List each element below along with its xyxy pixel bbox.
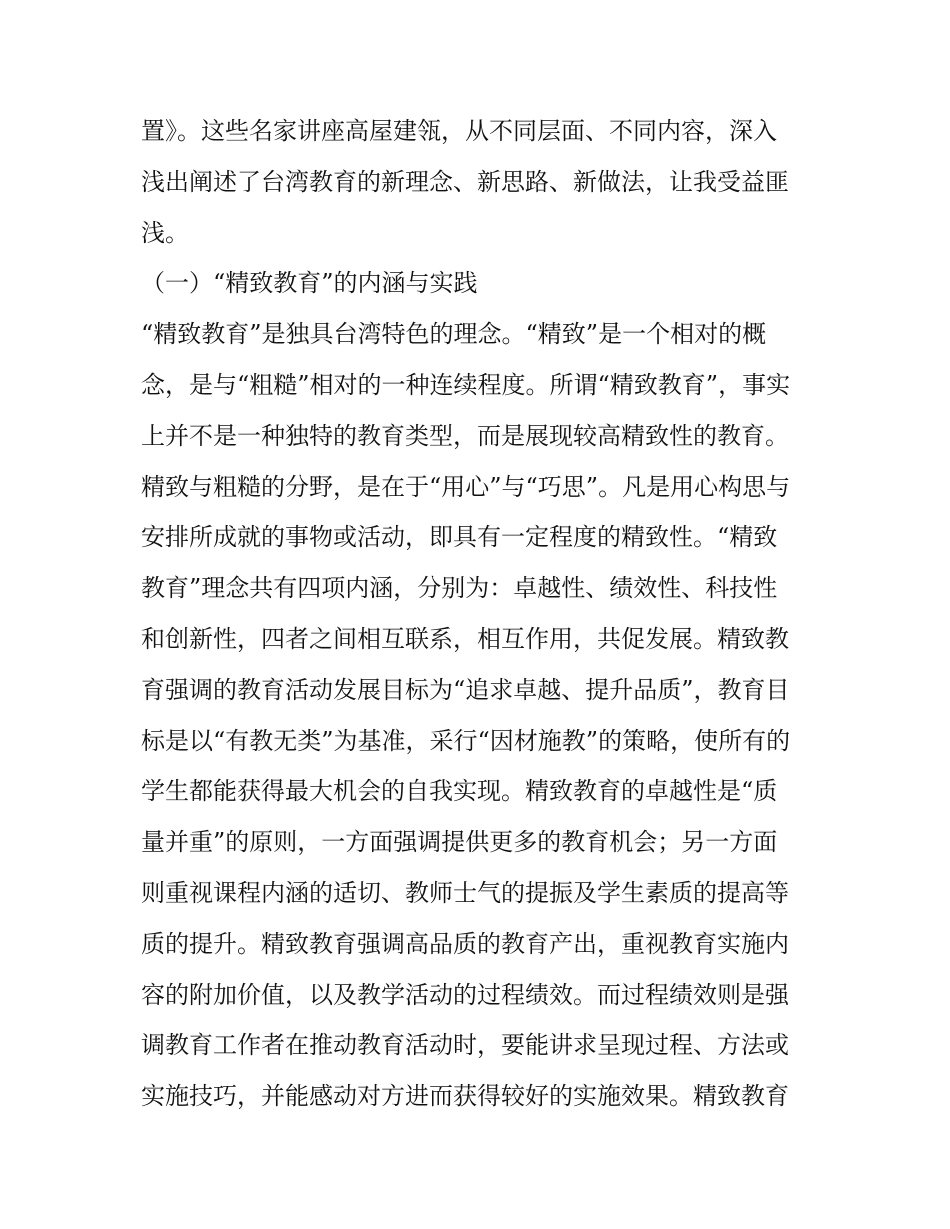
text-line: 置》。这些名家讲座高屋建瓴，从不同层面、不同内容，深入 xyxy=(141,117,777,145)
text-line: 念，是与“粗糙”相对的一种连续程度。所谓“精致教育”，事实 xyxy=(141,370,791,399)
text-line: 和创新性，四者之间相互联系，相互作用，共促发展。精致教 xyxy=(141,624,789,653)
text-line: 精致与粗糙的分野，是在于“用心”与“巧思”。凡是用心构思与 xyxy=(141,472,791,501)
text-line: 调教育工作者在推动教育活动时，要能讲求呈现过程、方法或 xyxy=(141,1031,789,1060)
text-line: 浅出阐述了台湾教育的新理念、新思路、新做法，让我受益匪 xyxy=(141,167,789,196)
text-line: 学生都能获得最大机会的自我实现。精致教育的卓越性是“质 xyxy=(141,777,778,806)
text-line: 教育”理念共有四项内涵，分别为：卓越性、绩效性、科技性 xyxy=(141,574,778,603)
text-line: 则重视课程内涵的适切、教师士气的提振及学生素质的提高等 xyxy=(141,878,789,907)
body-text xyxy=(141,106,816,1122)
section-heading: （一）“精致教育”的内涵与实践 xyxy=(141,269,478,298)
text-line: 标是以“有教无类”为基准，采行“因材施教”的策略，使所有的 xyxy=(141,726,791,755)
text-line: 质的提升。精致教育强调高品质的教育产出，重视教育实施内 xyxy=(141,929,789,958)
text-line: “精致教育”是独具台湾特色的理念。“精致”是一个相对的概 xyxy=(141,320,767,349)
text-line: 容的附加价值，以及教学活动的过程绩效。而过程绩效则是强 xyxy=(141,980,789,1009)
text-line: 实施技巧，并能感动对方进而获得较好的实施效果。精致教育 xyxy=(141,1082,789,1111)
text-line: 安排所成就的事物或活动，即具有一定程度的精致性。“精致 xyxy=(141,523,778,552)
text-line: 浅。 xyxy=(141,218,189,247)
text-line: 上并不是一种独特的教育类型，而是展现较高精致性的教育。 xyxy=(141,421,789,450)
text-line: 量并重”的原则，一方面强调提供更多的教育机会；另一方面 xyxy=(141,828,778,857)
text-line: 育强调的教育活动发展目标为“追求卓越、提升品质”，教育目 xyxy=(141,675,790,704)
